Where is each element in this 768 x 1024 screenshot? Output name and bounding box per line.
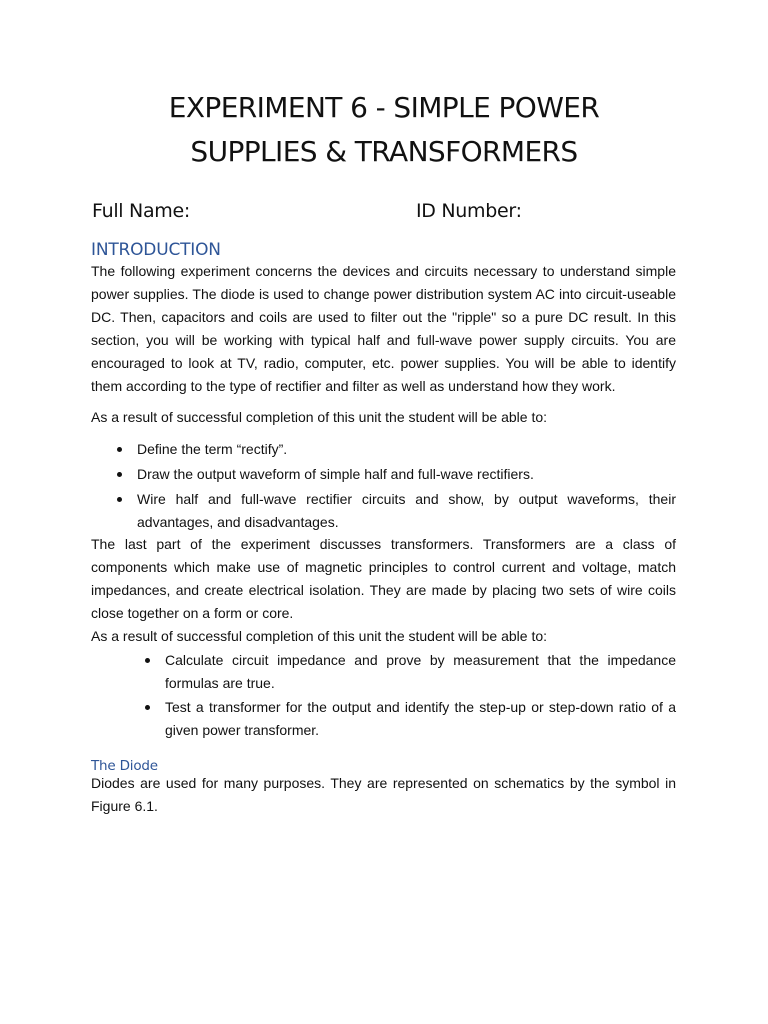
bullet-icon: [145, 658, 150, 663]
bullet-icon: [117, 447, 122, 452]
list-item-text: Draw the output waveform of simple half and full-wave rectifiers.: [137, 466, 534, 482]
bullet-icon: [117, 497, 122, 502]
diode-heading: The Diode: [91, 758, 158, 774]
list-item-text: Define the term “rectify”.: [137, 441, 288, 457]
list-item: [137, 463, 676, 486]
introduction-heading: INTRODUCTION: [91, 240, 221, 260]
objectives-list-1: [137, 438, 676, 536]
diode-paragraph: Diodes are used for many purposes. They are represented on schematics by the symbol in Figure 6.1.: [91, 775, 676, 814]
objectives-list-2: [165, 649, 676, 743]
document-title-line-2: SUPPLIES & TRANSFORMERS: [190, 135, 578, 168]
document-title-line-1: EXPERIMENT 6 - SIMPLE POWER: [168, 91, 600, 124]
list-item: [165, 696, 676, 742]
intro-paragraph-2: As a result of successful completion of this unit the student will be able to:: [91, 409, 548, 425]
list-item: [137, 488, 676, 534]
list-item-text: Calculate circuit impedance and prove by measurement that the impedance formulas are true.: [165, 652, 676, 691]
id-number-label: ID Number:: [416, 200, 522, 222]
list-item: [137, 438, 676, 461]
full-name-label: Full Name:: [92, 200, 190, 222]
list-item-text: Wire half and full-wave rectifier circuits and show, by output waveforms, their advantages, and disadvantages.: [137, 491, 676, 530]
list-item: [165, 649, 676, 695]
intro-paragraph-1: The following experiment concerns the devices and circuits necessary to understand simple power supplies. The diode is used to change power distribution system AC into circuit-useable DC. Then, capacitors and coils are used to filter out the "ripple" so a pure DC result. In this section, you will be working with typical half and full-wave power supply circuits. You are encouraged to look at TV, radio, computer, etc. power supplies. You will be able to identify them according to the type of rectifier and filter as well as understand how they work.: [91, 263, 676, 394]
intro-paragraph-4: As a result of successful completion of this unit the student will be able to:: [91, 628, 548, 644]
list-item-text: Test a transformer for the output and identify the step-up or step-down ratio of a given power transformer.: [165, 699, 676, 738]
intro-paragraph-3: The last part of the experiment discusses transformers. Transformers are a class of components which make use of magnetic principles to control current and voltage, match impedances, and create electrical isolation. They are made by placing two sets of wire coils close together on a form or core.: [91, 536, 676, 621]
bullet-icon: [117, 472, 122, 477]
bullet-icon: [145, 705, 150, 710]
